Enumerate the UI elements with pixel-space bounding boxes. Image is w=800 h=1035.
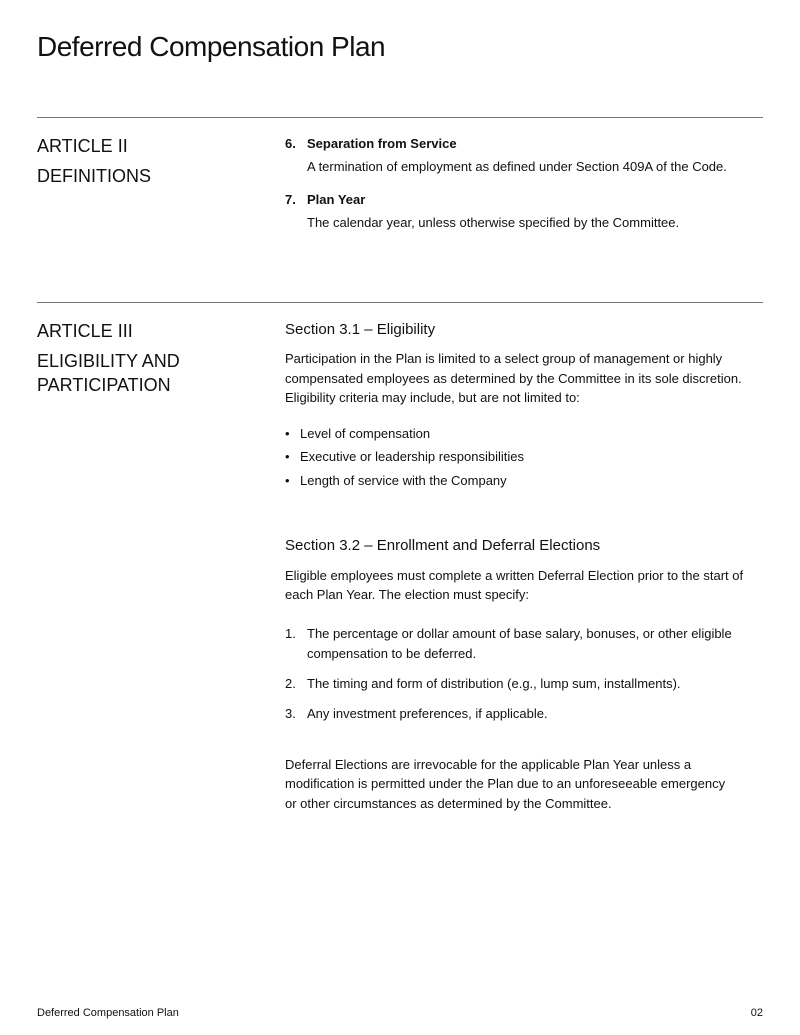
bullet-icon: • [285,426,290,441]
paragraph-line: or other circumstances as determined by the Committee. [285,796,612,811]
list-item-line: The percentage or dollar amount of base salary, bonuses, or other eligible [307,626,732,641]
paragraph-line: each Plan Year. The election must specify: [285,587,530,602]
article-heading: ELIGIBILITY AND [37,351,180,371]
paragraph-line: Participation in the Plan is limited to a select group of management or highly [285,351,723,366]
list-number: 1. [285,626,296,641]
article-label: ARTICLE III [37,321,133,341]
paragraph-line: modification is permitted under the Plan due to an unforeseeable emergency [285,776,726,791]
article-heading: DEFINITIONS [37,166,152,186]
paragraph-line: compensated employees as determined by the Committee in its sole discretion. [285,371,742,386]
definition-text: A termination of employment as defined under Section 409A of the Code. [307,159,727,174]
article-heading: PARTICIPATION [37,375,171,395]
list-item-line: The timing and form of distribution (e.g., lump sum, installments). [307,676,681,691]
definition-term: Separation from Service [307,136,457,151]
definition-number: 6. [285,136,296,151]
article-label: ARTICLE II [37,136,128,156]
paragraph-line: Deferral Elections are irrevocable for the applicable Plan Year unless a [285,757,692,772]
bullet-item: Level of compensation [300,426,431,441]
bullet-item: Executive or leadership responsibilities [300,449,525,464]
list-number: 2. [285,676,296,691]
paragraph-line: Eligible employees must complete a written Deferral Election prior to the start of [285,568,744,583]
page-title: Deferred Compensation Plan [37,31,386,62]
definition-number: 7. [285,192,296,207]
definition-text: The calendar year, unless otherwise specified by the Committee. [307,215,680,230]
bullet-icon: • [285,449,290,464]
footer-title: Deferred Compensation Plan [37,1007,179,1019]
list-item-line: Any investment preferences, if applicable. [307,706,548,721]
divider [37,117,763,118]
list-item-line: compensation to be deferred. [307,646,477,661]
bullet-item: Length of service with the Company [300,473,507,488]
section-title: Section 3.1 – Eligibility [285,321,436,338]
list-number: 3. [285,706,296,721]
divider [37,302,763,303]
page-number: 02 [750,1007,763,1019]
section-title: Section 3.2 – Enrollment and Deferral Elections [285,537,601,554]
paragraph-line: Eligibility criteria may include, but are not limited to: [285,390,580,405]
bullet-icon: • [285,473,290,488]
definition-term: Plan Year [307,192,366,207]
